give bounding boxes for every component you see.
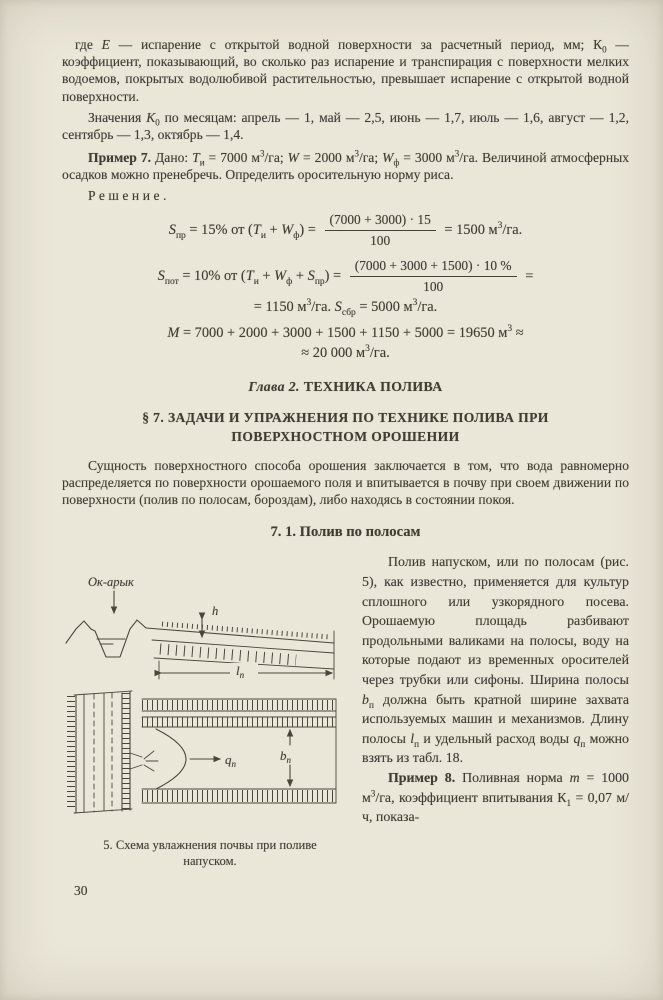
figure-label-h: h: [212, 604, 219, 619]
fraction-numerator: (7000 + 3000) · 15: [325, 211, 436, 231]
figure-column: [62, 553, 358, 869]
formula-s-pr-left: $S_{пр} = 15\%$ от $(T_и + W_ф)$ =: [168, 222, 316, 242]
definition-paragraph: где E — испарение с открытой водной поверхности за расчетный период, мм; $К_0$ — коэффициент, показывающий, во сколько раз испарение и транспирация с поверхности мелких водоемов, покрытых водолюбивой растительностью, превышает испарение с открытой водной поверхности.: [62, 37, 629, 104]
irrigation-scheme-drawing: [64, 573, 346, 825]
plan-view: [71, 691, 336, 813]
formula-m-line1: M = 7000 + 2000 + 3000 + 1500 + 1150 + 5000 = 19650 $м^3$ ≈: [167, 324, 524, 341]
two-column-section: [62, 553, 629, 869]
figure-caption: 5. Схема увлажнения почвы при поливе напуском.: [103, 838, 317, 869]
solution-label: Решение.: [88, 187, 170, 203]
formula-m-line2: ≈ 20 000 $м^3/га$.: [301, 344, 390, 361]
page-number: 30: [74, 883, 88, 899]
section-heading-line1: § 7. ЗАДАЧИ И УПРАЖНЕНИЯ ПО ТЕХНИКЕ ПОЛИВА ПРИ: [142, 409, 549, 425]
formula-s-pot-right: =: [525, 268, 534, 285]
fraction-denominator: 100: [423, 278, 444, 294]
subsection-heading: 7. 1. Полив по полосам: [270, 524, 421, 541]
section-heading-line2: ПОВЕРХНОСТНОМ ОРОШЕНИИ: [231, 428, 460, 444]
figure-label-b-p: $b_п$: [280, 748, 291, 766]
irrigation-figure: [62, 573, 358, 869]
fraction: [350, 257, 517, 296]
example8-paragraph: Пример 8. Поливная норма m = 1000 $м^3/га$, коэффициент впитывания $К_1 = 0,07$ м/ч, показа-: [362, 770, 630, 826]
section-heading: [111, 408, 581, 446]
formula-s-pr: [62, 211, 629, 250]
fraction: [325, 211, 436, 250]
strip-irrigation-paragraph: Полив напуском, или по полосам (рис. 5), как известно, применяется для культур сплошного или узкорядного посева. Орошаемую площадь разбивают продольными валиками на полосы, воду на которые подают из временных оросителей через трубки или сифоны. Ширина полосы $b_п$ должна быть кратной ширине захвата используемых машин и механизмов. Длину полосы $l_п$ и удельный расход воды $q_п$ можно взять из табл. 18.: [362, 555, 629, 767]
surface-method-paragraph: Сущность поверхностного способа орошения заключается в том, что вода равномерно распределяется по поверхности орошаемого поля и впитывается в почву при своем движении по поверхности (полив по полосам, бороздам), либо находясь в состоянии покоя.: [62, 457, 629, 508]
figure-label-q-p: $q_п$: [225, 752, 236, 770]
formula-s-pot-line2: = 1150 $м^3/га$. $S_{сбр} = 5000$ $м^3/га$.: [253, 298, 438, 318]
figure-label-ok-aryk: Ок-арык: [88, 575, 134, 590]
figure-label-l-p: $l_п$: [236, 663, 245, 681]
k0-values-paragraph: Значения $К_0$ по месяцам: апрель — 1, май — 2,5, июнь — 1,7, июль — 1,6, август — 1,2, сентябрь — 1,3, октябрь — 1,4.: [62, 109, 629, 143]
chapter-heading: Глава 2. ТЕХНИКА ПОЛИВА: [248, 378, 443, 394]
fraction-numerator: (7000 + 3000 + 1500) · 10 %: [350, 257, 517, 277]
example7-paragraph: Пример 7. Дано: $T_и = 7000$ $м^3/га$; W = 2000 $м^3/га$; $W_ф = 3000$ $м^3/га$. Величиной атмосферных осадков можно пренебречь. Определить оросительную норму риса.: [62, 148, 630, 183]
text-column: [358, 553, 629, 869]
formula-s-pot-left: $S_{пот} = 10\%$ от $(T_и + W_ф + S_{пр})$ =: [157, 268, 342, 288]
formula-s-pr-right: = 1500 $м^3/га$.: [444, 221, 523, 239]
fraction-denominator: 100: [370, 232, 391, 248]
profile-view: [66, 575, 334, 680]
formula-s-pot: [62, 257, 629, 296]
